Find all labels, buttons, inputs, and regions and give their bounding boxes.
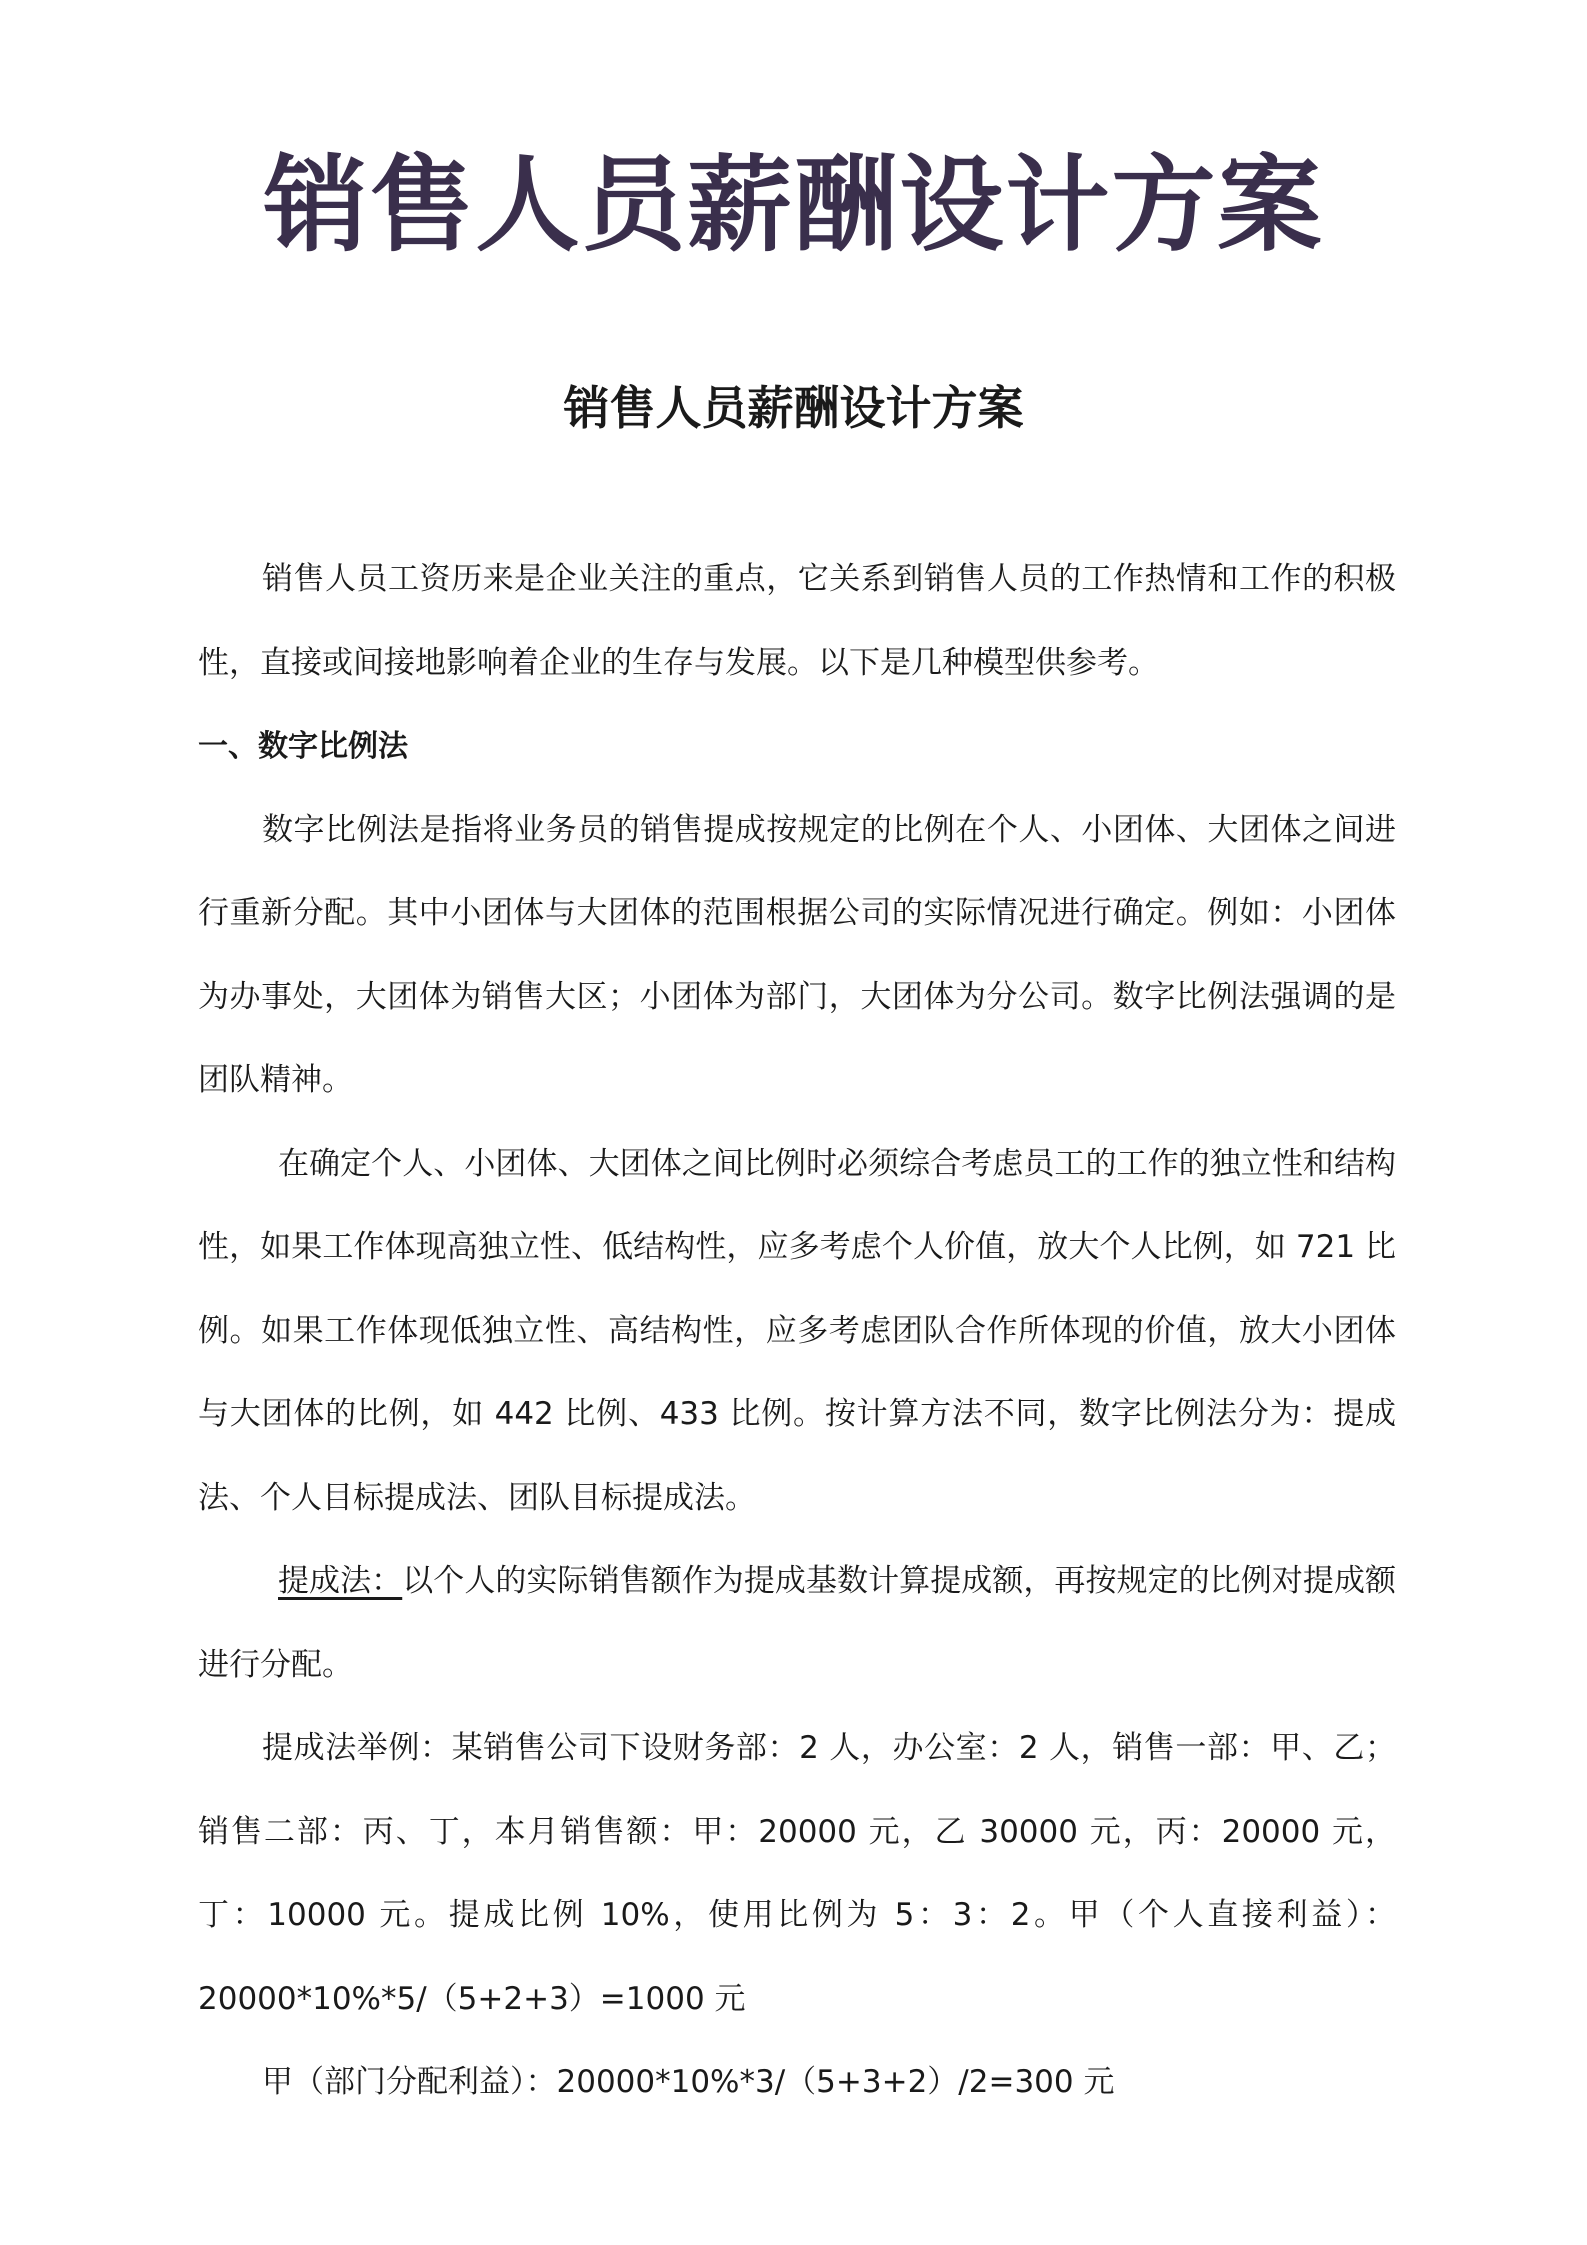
term-text: 以个人的实际销售额作为提成基数计算提成额，再按规定的比例对提成额进行分配。: [198, 1563, 1397, 1683]
paragraph: 数字比例法是指将业务员的销售提成按规定的比例在个人、小团体、大团体之间进行重新分配。其中小团体与大团体的范围根据公司的实际情况进行确定。例如：小团体为办事处，大团体为销售大区；小团体为部门，大团体为分公司。数字比例法强调的是团队精神。: [198, 811, 1396, 1098]
paragraph: 在确定个人、小团体、大团体之间比例时必须综合考虑员工的工作的独立性和结构性，如果工作体现高独立性、低结构性，应多考虑个人价值，放大个人比例，如 721 比例。如果工作体现低独立性、高结构性，应多考虑团队合作所体现的价值，放大小团体与大团体的比例，如 442 比例、433 比例。按计算方法不同，数字比例法分为：提成法、个人目标提成法、团队目标提成法。: [198, 1145, 1396, 1516]
paragraph: 甲（部门分配利益）：20000*10%*3/（5+3+2）/2=300 元: [262, 2064, 1115, 2100]
paragraph: [198, 1540, 1396, 1707]
document-body: [198, 538, 1396, 2125]
header-title: 销售人员薪酬设计方案: [263, 144, 1324, 266]
term-label: 提成法：: [278, 1563, 403, 1599]
intro-paragraph: 销售人员工资历来是企业关注的重点，它关系到销售人员的工作热情和工作的积极性，直接或间接地影响着企业的生存与发展。以下是几种模型供参考。: [198, 561, 1396, 681]
document-title: 销售人员薪酬设计方案: [563, 381, 1024, 435]
paragraph: 提成法举例：某销售公司下设财务部：2 人，办公室：2 人，销售一部：甲、乙；销售二部：丙、丁，本月销售额：甲：20000 元，乙 30000 元，丙：20000 元，丁：10000 元。提成比例 10%，使用比例为 5：3：2。甲（个人直接利益）：20000*10%*5/（5+2+3）=1000 元: [198, 1730, 1396, 2017]
section-heading: 一、数字比例法: [198, 729, 408, 764]
